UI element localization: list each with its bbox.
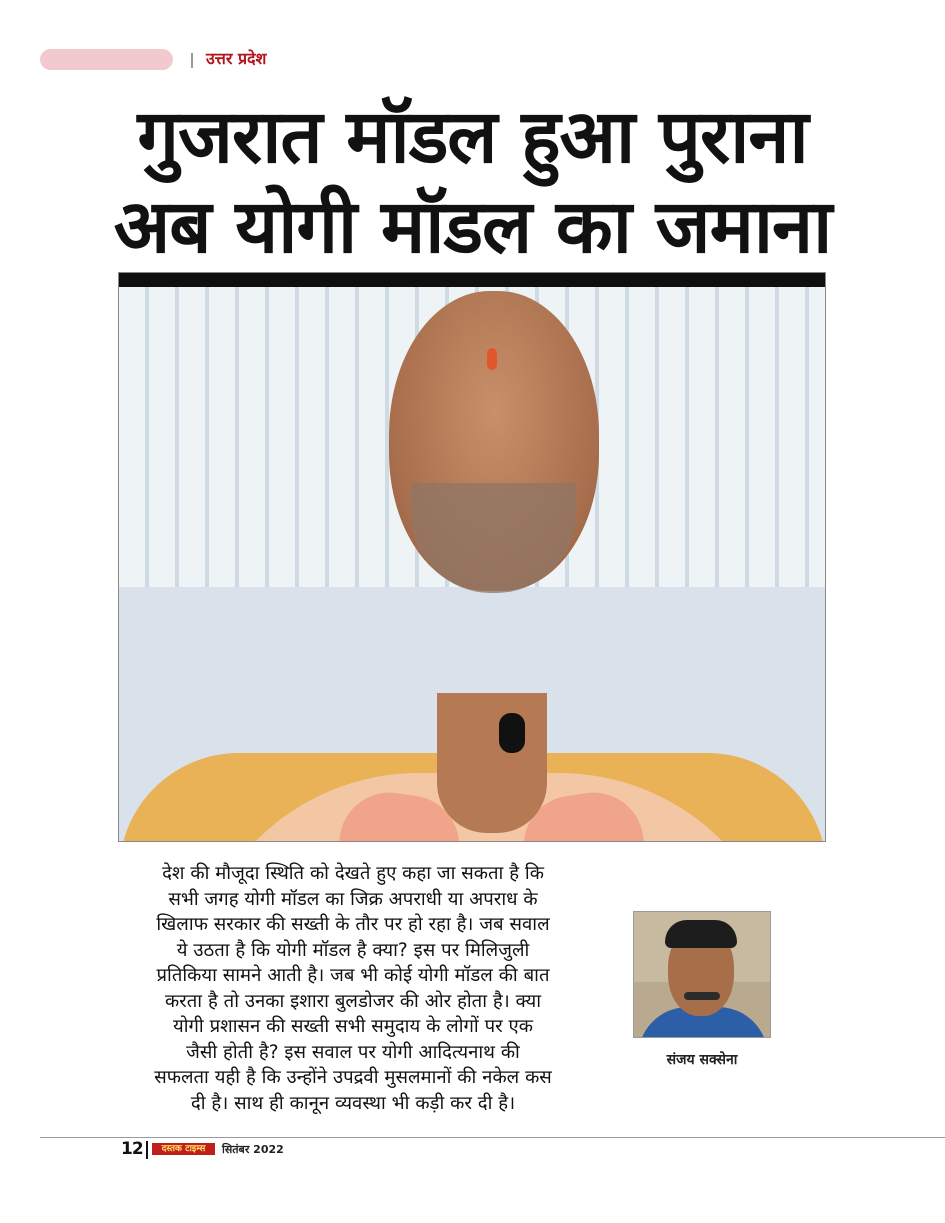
author-mustache bbox=[684, 992, 720, 1000]
footer-rule bbox=[40, 1137, 945, 1138]
article-line: सभी जगह योगी मॉडल का जिक्र अपराधी या अपराध के bbox=[168, 888, 538, 910]
article-line: करता है तो उनका इशारा बुलडोजर की ओर होता है। क्या bbox=[164, 990, 542, 1012]
article-line: ये उठता है कि योगी मॉडल है क्या? इस पर मिलिजुली bbox=[176, 939, 530, 961]
article-line: योगी प्रशासन की सख्ती सभी समुदाय के लोगों पर एक bbox=[173, 1016, 533, 1037]
article-line: खिलाफ सरकार की सख्ती के तौर पर हो रहा है। जब सवाल bbox=[156, 914, 550, 935]
microphone-icon bbox=[499, 713, 525, 753]
author-name: संजय सक्सेना bbox=[666, 1052, 738, 1068]
page-number: 12 bbox=[121, 1139, 143, 1159]
headline-line-1: गुजरात मॉडल हुआ पुराना bbox=[137, 94, 808, 180]
photo-neck bbox=[437, 693, 547, 833]
article-body bbox=[118, 861, 588, 1116]
brand-logo: दस्तक टाइम्स bbox=[152, 1143, 215, 1155]
section-label: उत्तर प्रदेश bbox=[206, 49, 267, 68]
author-photo bbox=[633, 911, 771, 1038]
lead-photo bbox=[118, 272, 826, 842]
headline-line-2: अब योगी मॉडल का जमाना bbox=[113, 184, 832, 270]
article-line: दी है। साथ ही कानून व्यवस्था भी कड़ी कर दी है। bbox=[190, 1092, 516, 1114]
article-line: देश की मौजूदा स्थिति को देखते हुए कहा जा सकता है कि bbox=[162, 863, 544, 884]
author-hair bbox=[665, 920, 737, 948]
section-divider bbox=[191, 53, 193, 68]
headline bbox=[60, 92, 885, 272]
article-line: प्रतिकिया सामने आती है। जब भी कोई योगी मॉडल की बात bbox=[156, 965, 550, 986]
section-tag-pill bbox=[40, 49, 173, 70]
photo-tilak bbox=[487, 348, 497, 370]
footer-divider bbox=[146, 1141, 148, 1159]
photo-top-bar bbox=[119, 273, 825, 287]
article-line: जैसी होती है? इस सवाल पर योगी आदित्यनाथ की bbox=[186, 1041, 520, 1063]
issue-date: सितंबर 2022 bbox=[222, 1143, 284, 1156]
article-line: सफलता यही है कि उन्होंने उपद्रवी मुसलमानों की नकेल कस bbox=[154, 1067, 552, 1088]
